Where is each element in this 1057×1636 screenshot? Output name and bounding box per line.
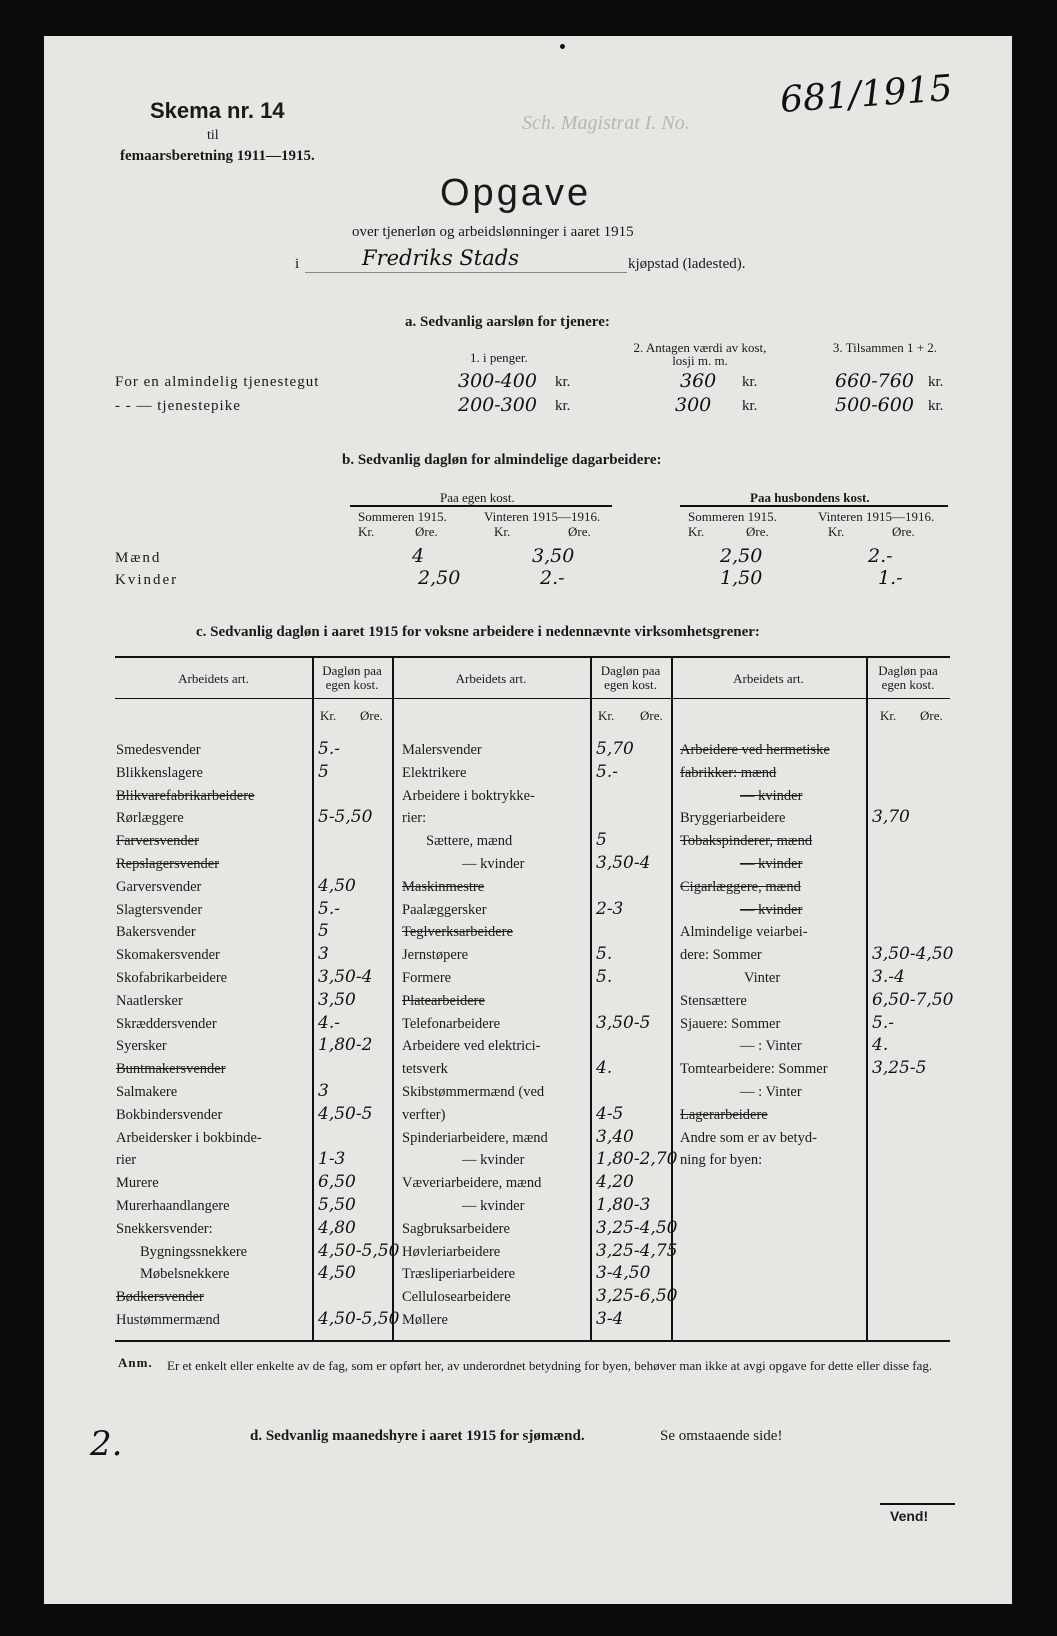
table-row-label: Skræddersvender bbox=[116, 1015, 217, 1032]
col-divider bbox=[392, 658, 394, 1340]
table-row-label: Sagbruksarbeidere bbox=[402, 1220, 510, 1237]
table-row-label: Telefonarbeidere bbox=[402, 1015, 501, 1032]
table-row-label: Arbeidersker i bokbinde- bbox=[116, 1129, 262, 1146]
ore-label: Øre. bbox=[920, 708, 943, 723]
section-a-col2: 2. Antagen værdi av kost, losji m. m. bbox=[633, 340, 767, 368]
table-row-value: 6,50-7,50 bbox=[872, 989, 954, 1010]
table-row-value: 5,70 bbox=[596, 739, 634, 759]
table-row-value: 5,50 bbox=[318, 1195, 356, 1215]
ore-label: Øre. bbox=[360, 708, 383, 723]
table-row-label: Møllere bbox=[402, 1312, 448, 1328]
table-row-label: Cellulosearbeidere bbox=[402, 1289, 511, 1306]
section-b-group-own: Paa egen kost. bbox=[440, 490, 515, 505]
table-row-label: Murere bbox=[116, 1175, 159, 1192]
servant-row-verdi: 300 bbox=[675, 394, 712, 416]
b-value: 4 bbox=[412, 545, 425, 567]
kr-label: Kr. bbox=[688, 524, 705, 539]
table-header-rule bbox=[115, 698, 950, 699]
table-row-value: 5-5,50 bbox=[318, 807, 373, 828]
page-subtitle: over tjenerløn og arbeidslønninger i aaret 1915 bbox=[352, 224, 634, 240]
kr-label: Kr. bbox=[320, 708, 337, 723]
ore-label: Øre. bbox=[415, 524, 438, 539]
table-bottom-rule bbox=[115, 1340, 950, 1342]
table-row-label: — kvinder bbox=[462, 856, 525, 872]
archive-number: 681/1915 bbox=[778, 68, 954, 121]
servant-row-total: 660-760 bbox=[835, 370, 914, 392]
table-row-label: Snekkersvender: bbox=[116, 1220, 213, 1237]
table-row-label: Maskinmestre bbox=[402, 878, 485, 895]
table-row-value: 3,50-4 bbox=[318, 967, 373, 987]
table-row-value: 3,50-4 bbox=[596, 853, 651, 873]
servant-row-verdi: 360 bbox=[680, 370, 717, 392]
table-row-value: 3-4 bbox=[596, 1309, 624, 1329]
table-row-value: 1,80-3 bbox=[596, 1195, 651, 1215]
servant-row-unit: kr. bbox=[742, 374, 758, 390]
b-summer-master: Sommeren 1915. bbox=[688, 509, 777, 524]
table-row-label: Murerhaandlangere bbox=[116, 1198, 230, 1214]
table-row-label: — kvinder bbox=[462, 1198, 525, 1214]
servant-row-unit: kr. bbox=[742, 398, 758, 414]
servant-row-unit: kr. bbox=[555, 374, 571, 390]
table-row-value: 4,50-5 bbox=[318, 1103, 373, 1124]
table-row-label: Cigarlæggere, mænd bbox=[680, 878, 801, 895]
table-row-value: 4. bbox=[872, 1035, 889, 1056]
table-row-label: Tomtearbeidere: Sommer bbox=[680, 1061, 828, 1078]
table-row-value: 5.- bbox=[872, 1012, 894, 1033]
table-row-label: Arbeidere ved elektrici- bbox=[402, 1038, 541, 1055]
table-row-label: Almindelige veiarbei- bbox=[680, 924, 808, 941]
table-row-label: Bygningssnekkere bbox=[140, 1243, 248, 1260]
b-winter-master: Vinteren 1915—1916. bbox=[818, 509, 935, 524]
table-row-label: Teglverksarbeidere bbox=[402, 924, 513, 941]
b-value: 2.- bbox=[868, 545, 893, 567]
table-row-label: Hustømmermænd bbox=[116, 1312, 220, 1328]
table-row-label: Salmakere bbox=[116, 1084, 178, 1100]
table-row-label: Rørlæggere bbox=[116, 810, 184, 827]
col-art-header: Arbeidets art. bbox=[455, 671, 527, 686]
table-row-value: 3 bbox=[318, 1081, 329, 1101]
col-divider bbox=[312, 658, 314, 1340]
table-row-label: Væveriarbeidere, mænd bbox=[402, 1175, 542, 1192]
rule bbox=[680, 505, 948, 507]
servant-row-label: - - — tjenestepike bbox=[115, 398, 241, 414]
table-row-label: — kvinder bbox=[740, 901, 803, 918]
table-row-value: 4,50 bbox=[318, 1263, 356, 1284]
b-value: 3,50 bbox=[532, 545, 575, 567]
servant-row-unit: kr. bbox=[928, 374, 944, 390]
table-row-value: 1,80-2,70 bbox=[596, 1149, 678, 1170]
town-underline bbox=[305, 272, 627, 273]
b-summer-own: Sommeren 1915. bbox=[358, 509, 447, 524]
report-period: femaarsberetning 1911—1915. bbox=[120, 148, 315, 164]
kr-label: Kr. bbox=[598, 708, 615, 723]
b-value: 2,50 bbox=[720, 545, 763, 567]
col-lon-header: Dagløn paa egen kost. bbox=[878, 663, 938, 692]
table-row-value: 4,50-5,50 bbox=[318, 1240, 400, 1261]
servant-row-label: For en almindelig tjenestegut bbox=[115, 374, 320, 390]
table-row-label: dere: Sommer bbox=[680, 947, 762, 964]
table-row-label: Naatlersker bbox=[116, 992, 183, 1009]
table-row-label: Skomakersvender bbox=[116, 947, 220, 964]
table-row-label: Bokbindersvender bbox=[116, 1106, 223, 1123]
table-row-label: Buntmakersvender bbox=[116, 1061, 226, 1078]
section-c-heading: c. Sedvanlig dagløn i aaret 1915 for voksne arbeidere i nedennævnte virksomhetsgrener: bbox=[196, 624, 760, 640]
table-row-label: — : Vinter bbox=[740, 1038, 802, 1055]
table-row-label: Spinderiarbeidere, mænd bbox=[402, 1129, 548, 1146]
table-row-label: Elektrikere bbox=[402, 764, 467, 781]
table-row-label: Arbeidere i boktrykke- bbox=[402, 787, 535, 804]
servant-row-total: 500-600 bbox=[835, 394, 914, 416]
table-row-label: fabrikker: mænd bbox=[680, 764, 777, 781]
table-row-label: Lagerarbeidere bbox=[680, 1106, 768, 1123]
table-row-label: Tobakspinderer, mænd bbox=[680, 833, 813, 850]
table-row-label: Garversvender bbox=[116, 878, 202, 895]
table-row-value: 3.-4 bbox=[872, 967, 905, 987]
table-row-label: Vinter bbox=[744, 970, 781, 986]
table-row-value: 3,50 bbox=[318, 989, 356, 1010]
table-row-label: tetsverk bbox=[402, 1061, 448, 1078]
table-row-value: 5 bbox=[596, 830, 607, 851]
ore-label: Øre. bbox=[568, 524, 591, 539]
table-row-value: 4.- bbox=[318, 1012, 340, 1033]
table-row-value: 3,40 bbox=[596, 1126, 634, 1147]
table-row-value: 1-3 bbox=[318, 1149, 346, 1170]
table-row-label: Platearbeidere bbox=[402, 992, 485, 1009]
table-row-value: 3,25-4,75 bbox=[596, 1240, 678, 1261]
magistrat-stamp: Sch. Magistrat I. No. bbox=[522, 112, 690, 134]
table-row-label: Syersker bbox=[116, 1038, 167, 1055]
ore-label: Øre. bbox=[746, 524, 769, 539]
kr-label: Kr. bbox=[880, 708, 897, 723]
section-b-heading: b. Sedvanlig dagløn for almindelige dagarbeidere: bbox=[342, 452, 662, 468]
servant-row-unit: kr. bbox=[928, 398, 944, 414]
col-lon-header: Dagløn paa egen kost. bbox=[322, 663, 382, 692]
table-row-value: 3-4,50 bbox=[596, 1263, 651, 1284]
table-row-value: 5.- bbox=[318, 739, 340, 759]
table-row-label: Farversvender bbox=[116, 833, 199, 850]
schema-number: Skema nr. 14 bbox=[150, 98, 285, 123]
table-row-label: Træsliperiarbeidere bbox=[402, 1266, 516, 1283]
table-row-value: 4,20 bbox=[596, 1172, 634, 1193]
table-row-label: — kvinder bbox=[740, 856, 803, 872]
table-row-label: — : Vinter bbox=[740, 1084, 802, 1100]
town-suffix: kjøpstad (ladested). bbox=[628, 256, 746, 272]
table-row-label: Smedesvender bbox=[116, 742, 201, 758]
table-row-label: rier: bbox=[402, 810, 427, 827]
vend-label: Vend! bbox=[890, 1508, 929, 1524]
b-value: 2,50 bbox=[418, 567, 461, 589]
b-row-label: Mænd bbox=[115, 550, 162, 566]
servant-row-penger: 200-300 bbox=[458, 394, 537, 416]
table-row-value: 1,80-2 bbox=[318, 1035, 373, 1056]
table-row-label: Stensættere bbox=[680, 992, 747, 1009]
table-row-label: Slagtersvender bbox=[116, 901, 203, 918]
table-row-value: 4. bbox=[596, 1058, 613, 1079]
section-d-see: Se omstaaende side! bbox=[660, 1428, 783, 1444]
table-row-label: Malersvender bbox=[402, 742, 482, 758]
table-row-label: — kvinder bbox=[462, 1152, 525, 1169]
page-title: Opgave bbox=[440, 172, 592, 214]
table-row-value: 5. bbox=[596, 944, 613, 965]
table-row-value: 5.- bbox=[596, 761, 618, 782]
table-row-label: verfter) bbox=[402, 1106, 446, 1123]
b-value: 2.- bbox=[540, 567, 565, 589]
section-a-heading: a. Sedvanlig aarsløn for tjenere: bbox=[405, 314, 610, 330]
section-a-col3: 3. Tilsammen 1 + 2. bbox=[832, 340, 938, 355]
town-name: Fredriks Stads bbox=[362, 246, 519, 270]
punch-dot bbox=[560, 44, 565, 49]
table-row-label: Paalæggersker bbox=[402, 901, 487, 918]
table-row-label: Blikvarefabrikarbeidere bbox=[116, 787, 255, 804]
table-row-label: Blikkenslagere bbox=[116, 764, 203, 781]
table-row-value: 3,25-5 bbox=[872, 1058, 927, 1079]
table-row-value: 4,50 bbox=[318, 875, 356, 896]
table-row-value: 3 bbox=[318, 944, 329, 965]
table-row-label: Bakersvender bbox=[116, 924, 196, 941]
table-row-value: 3,50-4,50 bbox=[872, 944, 954, 965]
col-divider bbox=[866, 658, 868, 1340]
b-row-label: Kvinder bbox=[115, 572, 179, 588]
table-row-value: 4-5 bbox=[596, 1103, 624, 1124]
table-row-label: Andre som er av betyd- bbox=[680, 1129, 817, 1146]
table-row-label: Møbelsnekkere bbox=[140, 1266, 230, 1283]
section-a-col1: 1. i penger. bbox=[470, 350, 528, 365]
table-row-value: 4,50-5,50 bbox=[318, 1309, 400, 1329]
kr-label: Kr. bbox=[828, 524, 845, 539]
margin-mark: 2. bbox=[90, 1424, 123, 1464]
table-row-label: Sjauere: Sommer bbox=[680, 1015, 781, 1032]
section-d-label: d. Sedvanlig maanedshyre i aaret 1915 for sjømænd. bbox=[250, 1428, 585, 1444]
kr-label: Kr. bbox=[358, 524, 375, 539]
table-row-value: 5 bbox=[318, 761, 329, 782]
table-row-label: Bødkersvender bbox=[116, 1289, 204, 1306]
table-row-label: ning for byen: bbox=[680, 1152, 763, 1169]
table-top-rule bbox=[115, 656, 950, 658]
col-divider bbox=[590, 658, 592, 1340]
table-row-label: Formere bbox=[402, 970, 452, 986]
b-winter-own: Vinteren 1915—1916. bbox=[484, 509, 601, 524]
col-lon-header: Dagløn paa egen kost. bbox=[600, 663, 661, 692]
table-row-value: 6,50 bbox=[318, 1172, 356, 1193]
table-row-label: Sættere, mænd bbox=[426, 833, 513, 850]
table-row-value: 5.- bbox=[318, 898, 340, 919]
kr-label: Kr. bbox=[494, 524, 511, 539]
table-row-value: 3,25-6,50 bbox=[596, 1286, 678, 1307]
table-row-label: rier bbox=[116, 1152, 137, 1169]
section-b-group-master: Paa husbondens kost. bbox=[750, 490, 870, 505]
b-value: 1,50 bbox=[720, 567, 763, 589]
table-row-value: 2-3 bbox=[596, 898, 624, 919]
vend-rule bbox=[880, 1503, 955, 1505]
table-row-label: Jernstøpere bbox=[402, 947, 469, 964]
table-row-value: 3,25-4,50 bbox=[596, 1217, 678, 1238]
servant-row-unit: kr. bbox=[555, 398, 571, 414]
ore-label: Øre. bbox=[892, 524, 915, 539]
schema-til: til bbox=[207, 128, 219, 143]
table-row-label: Skofabrikarbeidere bbox=[116, 970, 228, 986]
col-art-header: Arbeidets art. bbox=[178, 671, 249, 686]
table-row-value: 5. bbox=[596, 967, 613, 987]
table-row-label: — kvinder bbox=[740, 787, 803, 804]
table-row-value: 4,80 bbox=[318, 1217, 356, 1238]
note-text: Er et enkelt eller enkelte av de fag, som er opført her, av underordnet betydning for byen, behøver man ikke at avgi opgave for dette eller disse fag. bbox=[167, 1358, 933, 1373]
table-row-label: Bryggeriarbeidere bbox=[680, 810, 786, 827]
town-prefix: i bbox=[295, 256, 300, 272]
table-row-label: Skibstømmermænd (ved bbox=[402, 1084, 545, 1100]
note-label: Anm. bbox=[118, 1355, 153, 1370]
table-row-value: 3,50-5 bbox=[596, 1012, 651, 1033]
col-art-header: Arbeidets art. bbox=[733, 671, 804, 686]
servant-row-penger: 300-400 bbox=[458, 370, 537, 392]
b-value: 1.- bbox=[878, 567, 903, 589]
table-row-label: Repslagersvender bbox=[116, 856, 220, 872]
table-row-label: Høvleriarbeidere bbox=[402, 1243, 501, 1260]
table-row-value: 3,70 bbox=[872, 807, 910, 828]
ore-label: Øre. bbox=[640, 708, 663, 723]
table-row-label: Arbeidere ved hermetiske bbox=[680, 742, 830, 758]
table-row-value: 5 bbox=[318, 921, 329, 942]
rule bbox=[350, 505, 612, 507]
